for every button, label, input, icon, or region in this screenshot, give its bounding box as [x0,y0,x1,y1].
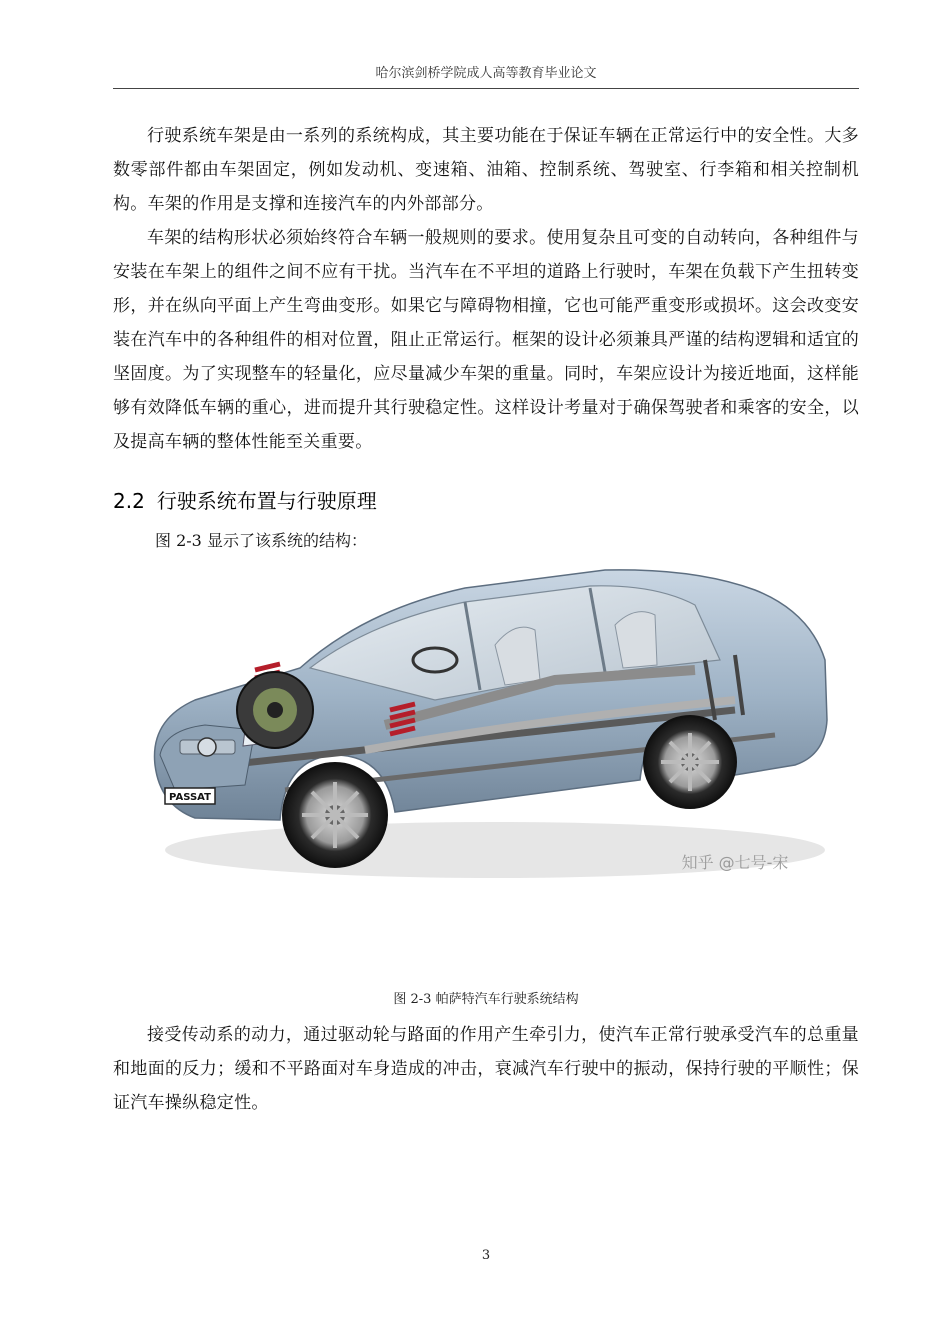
license-plate-text: PASSAT [169,792,211,803]
section-heading [113,486,377,516]
section-number: 2.2 [113,489,145,513]
running-header: 哈尔滨剑桥学院成人高等教育毕业论文 [375,66,597,81]
figure-caption: 图 2-3 帕萨特汽车行驶系统结构 [393,992,579,1007]
paragraph-1: 行驶系统车架是由一系列的系统构成，其主要功能在于保证车辆在正常运行中的安全性。大多数零部件都由车架固定，例如发动机、变速箱、油箱、控制系统、驾驶室、行李箱和相关控制机构。车架的作用是支撑和连接汽车的内外部部分。 [113,126,859,214]
car-cutaway-illustration [135,550,835,890]
page-number: 3 [481,1248,491,1263]
figure-watermark: 知乎 @七号-宋 [681,853,789,872]
figure-intro: 图 2-3 显示了该系统的结构： [155,531,367,550]
paragraph-2-block [113,221,859,459]
section-title: 行驶系统布置与行驶原理 [156,489,377,513]
paragraph-2: 车架的结构形状必须始终符合车辆一般规则的要求。使用复杂且可变的自动转向，各种组件与安装在车架上的组件之间不应有干扰。当汽车在不平坦的道路上行驶时，车架在负载下产生扭转变形，并在纵向平面上产生弯曲变形。如果它与障碍物相撞，它也可能严重变形或损坏。这会改变安装在汽车中的各种组件的相对位置，阻止正常运行。框架的设计必须兼具严谨的结构逻辑和适宜的坚固度。为了实现整车的轻量化，应尽量减少车架的重量。同时，车架应设计为接近地面，这样能够有效降低车辆的重心，进而提升其行驶稳定性。这样设计考量对于确保驾驶者和乘客的安全，以及提高车辆的整体性能至关重要。 [113,228,859,452]
car-cutaway-figure [135,550,835,890]
header-divider [113,88,859,89]
paragraph-3: 接受传动系的动力，通过驱动轮与路面的作用产生牵引力，使汽车正常行驶承受汽车的总重量和地面的反力；缓和不平路面对车身造成的冲击，衰减汽车行驶中的振动，保持行驶的平顺性；保证汽车操纵稳定性。 [113,1025,859,1113]
paragraph-3-block [113,1018,859,1120]
paragraph-1-block [113,119,859,221]
